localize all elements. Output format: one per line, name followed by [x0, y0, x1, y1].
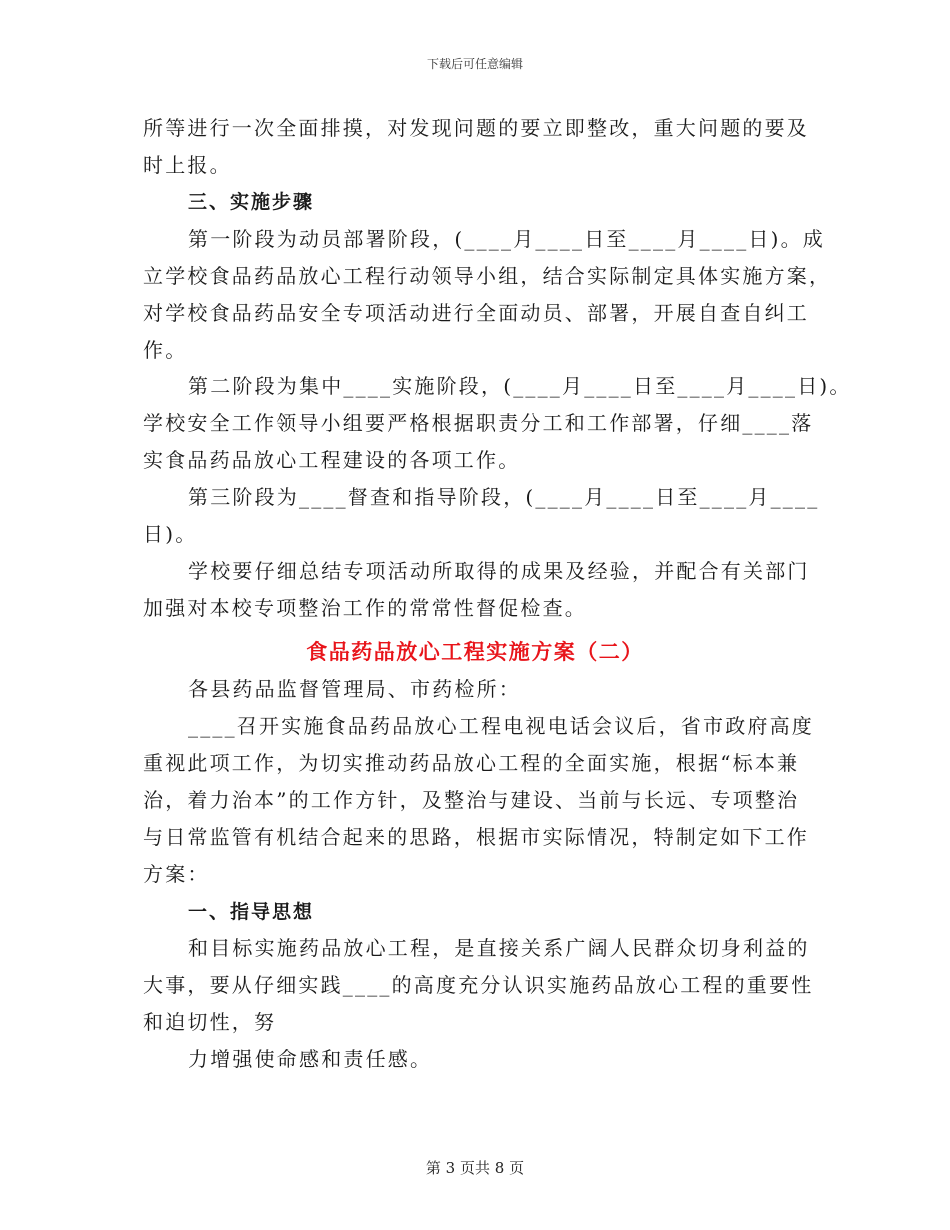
paragraph-line: 第一阶段为动员部署阶段，(____月____日至____月____日)。成 [188, 227, 826, 251]
paragraph-line: 加强对本校专项整治工作的常常性督促检查。 [143, 596, 587, 620]
paragraph-line: 各县药品监督管理局、市药检所： [188, 677, 521, 701]
paragraph-line: 和迫切性，努 [143, 1010, 277, 1034]
paragraph-line: 学校要仔细总结专项活动所取得的成果及经验，并配合有关部门 [188, 559, 810, 583]
section-heading: 一、指导思想 [188, 901, 315, 923]
paragraph-line: 第三阶段为____督查和指导阶段，(____月____日至____月____ [188, 485, 820, 509]
page-header: 下载后可任意编辑 [426, 57, 523, 71]
paragraph-line: 方案： [143, 862, 210, 886]
paragraph-line: 学校安全工作领导小组要严格根据职责分工和工作部署，仔细____落 [143, 411, 814, 435]
paragraph-line: 作。 [143, 338, 188, 362]
paragraph-line: 时上报。 [143, 153, 232, 177]
section-heading: 三、实施步骤 [188, 191, 315, 213]
paragraph-line: 力增强使命感和责任感。 [188, 1047, 433, 1071]
document-title: 食品药品放心工程实施方案（二） [306, 640, 644, 664]
paragraph-line: ____召开实施食品药品放心工程电视电话会议后，省市政府高度 [188, 714, 814, 738]
page-footer: 第 3 页共 8 页 [425, 1159, 525, 1177]
paragraph-line: 和目标实施药品放心工程，是直接关系广阔人民群众切身利益的 [188, 936, 810, 960]
paragraph-line: 与日常监管有机结合起来的思路，根据市实际情况，特制定如下工作 [143, 825, 809, 849]
paragraph-line: 大事，要从仔细实践____的高度充分认识实施药品放心工程的重要性 [143, 973, 814, 997]
paragraph-line: 对学校食品药品安全专项活动进行全面动员、部署，开展自查自纠工 [143, 301, 809, 325]
paragraph-line: 所等进行一次全面排摸，对发现问题的要立即整改，重大问题的要及 [143, 116, 809, 140]
paragraph-line: 第二阶段为集中____实施阶段，(____月____日至____月____日)。 [188, 374, 852, 398]
paragraph-line: 重视此项工作，为切实推动药品放心工程的全面实施，根据“标本兼 [143, 751, 800, 775]
paragraph-line: 日)。 [143, 522, 198, 546]
paragraph-line: 治，着力治本”的工作方针，及整治与建设、当前与长远、专项整治 [143, 788, 800, 812]
paragraph-line: 立学校食品药品放心工程行动领导小组，结合实际制定具体实施方案， [143, 264, 832, 288]
paragraph-line: 实食品药品放心工程建设的各项工作。 [143, 448, 521, 472]
